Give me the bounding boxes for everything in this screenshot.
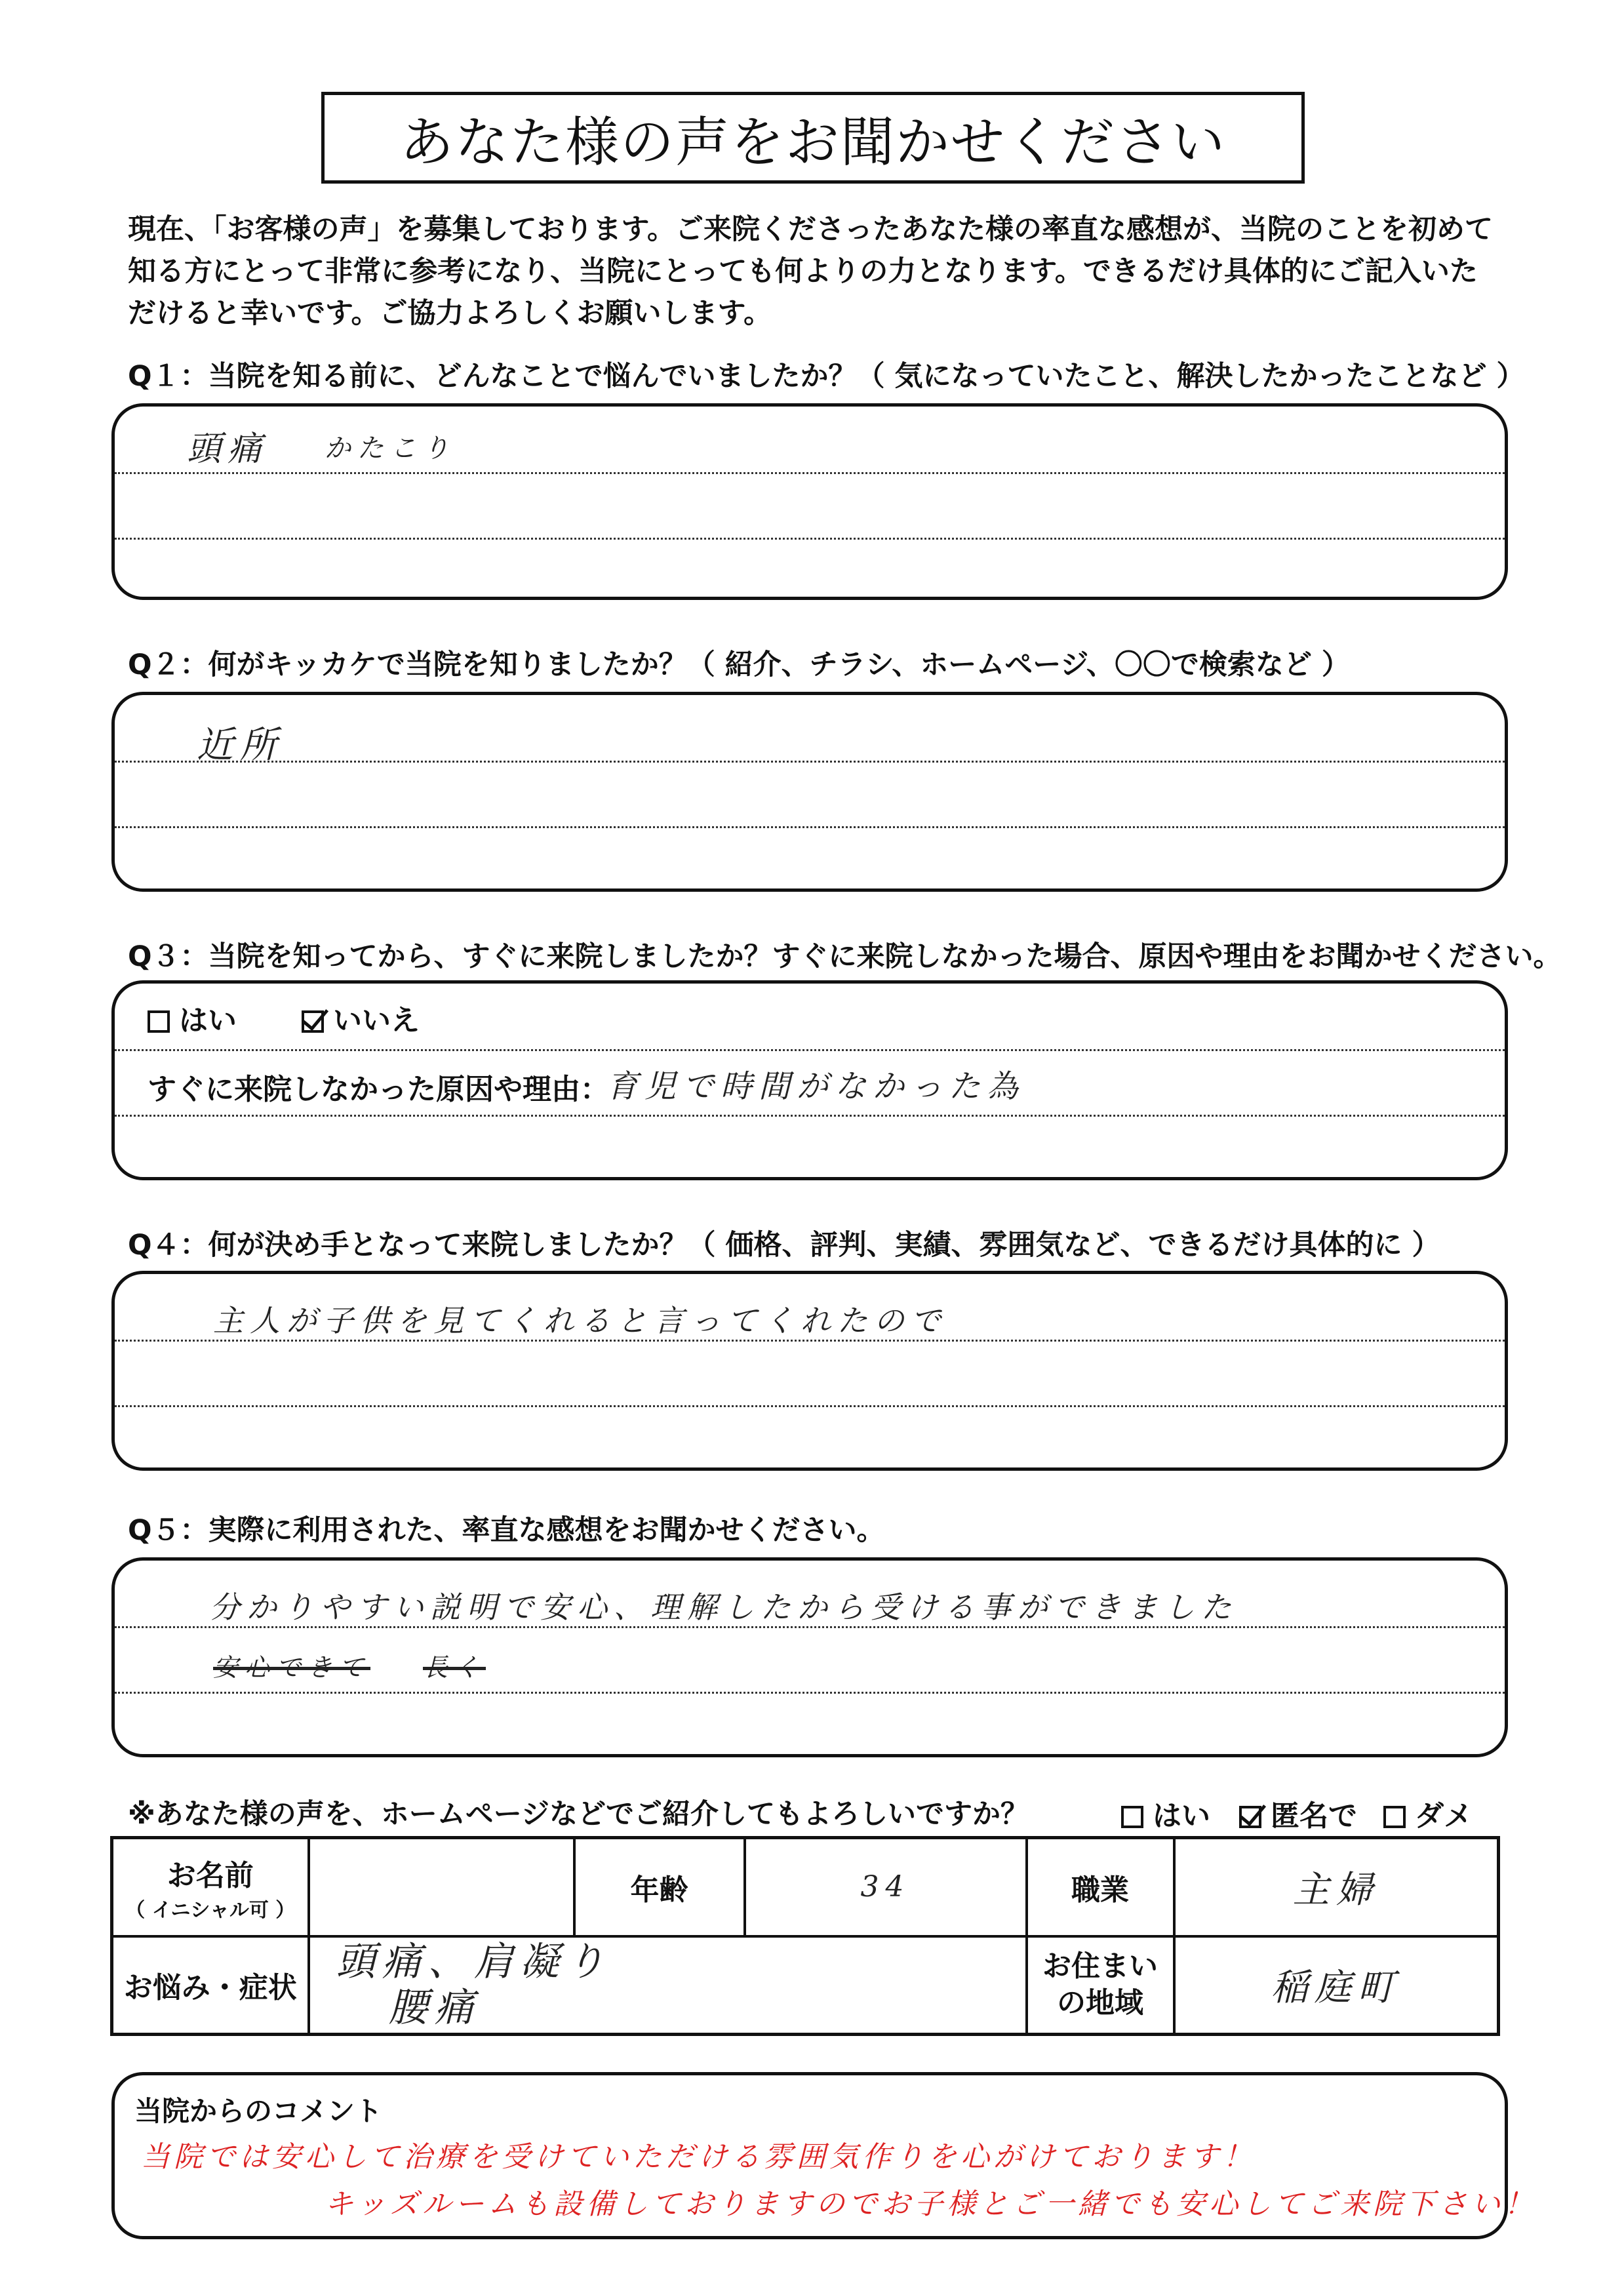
checkbox-checked-icon [302,1010,324,1033]
q1-answer-box [111,403,1508,600]
q2-answer-box [111,692,1508,892]
symptom-label-cell [112,1936,309,2035]
age-value: 34 [860,1870,911,1904]
q2-answer: 近所 [197,724,283,767]
job-value: 主婦 [1292,1868,1379,1911]
q3-reason: 育児で時間がなかった為 [606,1068,1025,1105]
area-label: お住まいの地域 [1042,1949,1158,2020]
name-value-cell[interactable] [309,1838,574,1936]
q5-struck-text-2: 長く [423,1653,486,1682]
q3-reason-label: すぐに来院しなかった原因や理由： [148,1073,609,1106]
q5-answer-box [111,1557,1508,1757]
symptom-value-1: 頭痛、肩凝り [336,1939,612,1986]
age-label-cell [574,1838,745,1936]
consent-question: ※あなた様の声を、ホームページなどでご紹介してもよろしいですか？ [128,1798,1029,1831]
area-label-cell [1027,1936,1174,2035]
comment-line-2: キッズルームも設備しておりますのでお子様とご一緒でも安心してご来院下さい！ [325,2187,1537,2221]
page-title: あなた様の声をお聞かせください [321,92,1305,184]
consent-yes-option[interactable] [1121,1792,1210,1834]
q5-answer: 分かりやすい説明で安心、理解したから受ける事ができました [210,1589,1238,1625]
comment-label: 当院からのコメント [134,2095,383,2127]
q1-answer-2: かたこり [325,433,456,464]
q3-no-label: いいえ [333,1004,420,1037]
name-note: （ イニシャル可 ） [125,1898,296,1922]
area-value: 稲庭町 [1271,1966,1401,2010]
q5-label: Q５：実際に利用された、率直な感想をお聞かせください。 [128,1514,885,1547]
q5-struck-text: 安心できて [213,1653,371,1682]
consent-yes-label: はい [1153,1799,1210,1833]
job-value-cell[interactable] [1174,1838,1499,1936]
info-table [110,1836,1500,2036]
checkbox-empty-icon [1383,1806,1406,1828]
checkbox-empty-icon [148,1010,170,1033]
q3-yes-option[interactable] [148,997,237,1039]
q3-label: Q３：当院を知ってから、すぐに来院しましたか？すぐに来院しなかった場合、原因や理由をお聞かせください。 [128,940,1562,973]
age-value-cell[interactable] [745,1838,1027,1936]
comment-box [111,2072,1537,2239]
q4-answer-box [111,1271,1508,1471]
area-value-cell[interactable] [1174,1936,1499,2035]
consent-anonymous-label: 匿名で [1271,1799,1357,1833]
q3-answer-box [111,980,1508,1180]
job-label: 職業 [1071,1873,1129,1907]
name-label: お名前 [167,1858,254,1892]
consent-no-label: ダメ [1415,1799,1473,1833]
checkbox-empty-icon [1121,1806,1143,1828]
q1-label: Q１：当院を知る前に、どんなことで悩んでいましたか？（ 気になっていたこと、解決したかったことなど ） [128,360,1525,393]
symptom-label: お悩み・症状 [123,1971,297,2005]
consent-anonymous-option[interactable] [1239,1792,1357,1834]
age-label: 年齢 [630,1873,688,1907]
comment-line-1: 当院では安心して治療を受けていただける雰囲気作りを心がけております！ [141,2140,1256,2174]
consent-no-option[interactable] [1383,1792,1473,1834]
checkbox-checked-icon [1239,1806,1261,1828]
q2-label: Q２：何がキッカケで当院を知りましたか？（ 紹介、チラシ、ホームページ、〇〇で検索など ） [128,649,1350,681]
q3-no-option[interactable] [302,997,420,1039]
symptom-value-cell[interactable] [309,1936,1027,2035]
job-label-cell [1027,1838,1174,1936]
intro-text: 現在、「お客様の声」を募集しております。ご来院くださったあなた様の率直な感想が、当院のことを初めて知る方にとって非常に参考になり、当院にとっても何よりの力となります。できるだけ具体的にご記入いただけると幸いです。ご協力よろしくお願いします。 [128,213,1494,330]
q1-answer-1: 頭痛 [187,429,269,469]
name-label-cell [112,1838,309,1936]
q4-answer: 主人が子供を見てくれると言ってくれたので [213,1303,947,1338]
symptom-value-2: 腰痛 [388,1985,481,2031]
q3-yes-label: はい [179,1004,237,1037]
q4-label: Q４：何が決め手となって来院しましたか？（ 価格、評判、実績、雰囲気など、できるだけ具体的に ） [128,1229,1440,1262]
